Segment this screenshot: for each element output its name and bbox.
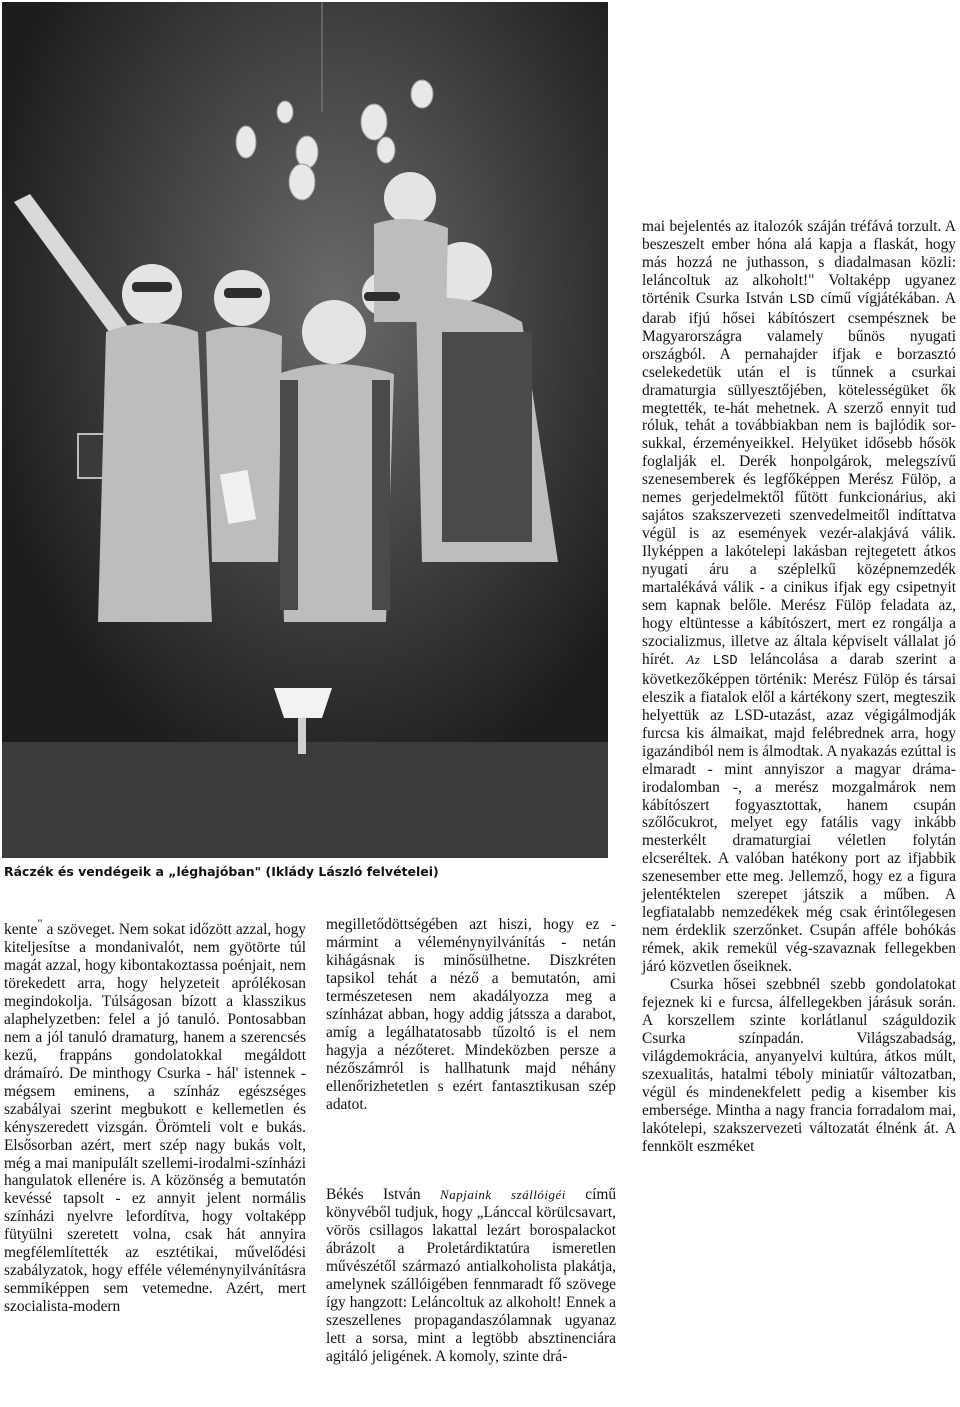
article-column-2 xyxy=(326,916,616,1113)
stage-photo-illustration xyxy=(2,2,608,858)
article-paragraph: Csurka hősei szebbnél szebb gondolatokat fejeznek ki e furcsa, álfellegekben járásuk során. A korszellem szinte korlátlanul száguldozik Csurka színpadán. Világszabadság, világdemokrácia, anyanyelvi kultúra, átkos múlt, szexualitás, hatalmi téboly miniatűr változatban, végül és mindenekfelett pedig a kisember kis embersége. Mintha a nagy francia forradalom mai, lakótelepi, szakszervezeti változatát élnénk át. A fennkölt eszméket xyxy=(642,976,956,1155)
play-title: LSD xyxy=(712,652,738,669)
text-run: Az xyxy=(686,651,701,667)
text-run: Békés István xyxy=(326,1186,441,1203)
text-run: mai bejelentés az italozók száján tréfává torzult. A beszeszelt ember hóna alá kapja a flaskát, hogy más hozzá ne juthasson, s diadalmasan közli: leláncoltuk az alkoholt!" Voltaképp ugyanez történik Csurka István xyxy=(642,218,956,307)
text-run: a szöveget. Nem sokat időzött azzal, hogy kiteljesítse a mondanivalót, nem gyötörte túl magát azzal, hogy kibontakoztassa poénjait, nem törekedett arra, hogy helyzeteit aprólékosan megindokolja. Túlságosan bízott a klasszikus alaphelyzetben: felel a jó tanuló. Pontosabban nem a jól tanuló dramaturg, hanem a szerencsés kezű, frappáns gondolatokkal megáldott drámaíró. De minthogy Csurka - hál' istennek - mégsem eminens, a színház egészséges szabályai szerint megbukott e kellemetlen és kényszeredett vizsgán. Örömteli volt e bukás. Elsősorban azért, mert szép nagy bukás volt, még a mai manipulált szellemi-irodalmi-színházi hangulatok ellenére is. A közönség a bemutatón kevéssé tapsolt - ez annyit jelent normális színházi nyelvre lefordítva, hogy voltaképp fütyülni szeretett volna, csak hát annyira megfélemlítették az esztétikai, művelődési szabályzatok, hogy efféle véleménynyilvánításra semmiképpen sem vetemedne. Azért, mert szocialista-modern xyxy=(4,921,306,1316)
article-column-2-lower xyxy=(326,1186,616,1366)
text-run: kente xyxy=(4,921,38,939)
book-title: Napjaink szállóigéi xyxy=(440,1187,566,1202)
text-run: leláncolása a darab szerint a következőképpen történik: Merész Fülöp és társai eleszik a fiatalok elől a kártékony szert, megteszik helyettük az LSD-utazást, azaz végigálmodják furcsa kis álmaikat, majd felébrednek arra, hogy igazándiból nem is álmodtak. A nyakazás ezúttal is elmaradt - mint annyiszor a magyar dráma-irodalomban -, a merész mozgalmárok nem kábítószert fogyasztottak, hanem csupán szőlőcukrot, melyet egy fatális vagy inkább mesterkélt dramaturgiai véletlen folytán elcseréltek. A valóban hatékony port az ifjabbik szenesember ette meg. Jellemző, hogy ez a figura jelentéktelen szerepet játszik a műben. A legfiatalabb nemzedékek még csak érintőlegesen nem érdeklik szerzőnket. Csupán afféle bohókás rémek, akik remekül vég-szavaznak fellegekben járó közvetlen őseiknek. xyxy=(642,650,956,976)
stage-photo xyxy=(2,2,608,858)
article-paragraph: megilletődöttségében azt hiszi, hogy ez - mármint a véleménynyilvánítás - netán kihágásnak is minősülhetne. Diszkréten tapsikol tehát a néző a bemutatón, ami természetesen nem akadályozza meg a színházat abban, hogy addig játssza a darabot, amíg a legálhatatosabb tűzoltó is el nem hagyja a nézőteret. Mindeközben persze a nézőszámról is hallhatunk majd néhány ellenőrizhetetlen s ezért fantasztikusan szép adatot. xyxy=(326,916,616,1113)
photo-caption: Ráczék és vendégeik a „léghajóban" (Iklády László felvételei) xyxy=(4,864,439,879)
text-run: című vígjátékában. A darab ifjú hősei kábítószert csempésznek be Magyarországra valamely bűnös nyugati országból. A pernahajder ifjak e borzasztó cselekedetük után el is tűnnek a csurkai dramaturgia süllyesztőjében, kötelességüket ők megtették, te-hát mehetnek. A szerző ennyit tud róluk, tehát a továbbiakban nem is bajlódik sor-sukkal, érzeményeikkel. Helyüket idősebb hősök foglalják el. Derék honpolgárok, melegszívű szenesemberek és legfőképpen Merész Fülöp, a nemes gerjedelmektől fűtött funkcionárius, aki sajátos szakszervezeti szenvedelmeitől indíttatva végül is az események vezér-alakjává válik. Ilyképpen a lakótelepi lakásban rejtegetett átkos nyugati áru a széplelkű középnemzedék martalékává válik - a cinikus ifjak egy csipetnyit sem kapnak belőle. Merész Fülöp feladata az, hogy eltüntesse a kábítószert, mert ez rongálja a szocializmus, illetve az általa képviselt vállalat jó hírét. xyxy=(642,289,956,668)
article-column-3 xyxy=(642,218,956,1156)
text-run: " xyxy=(37,917,43,931)
article-paragraph xyxy=(642,218,956,976)
text-run: című könyvéből tudjuk, hogy „Lánccal körülcsavart, vörös csillagos lakattal lezárt borospalackot ábrázolt a Proletárdiktatúra ismeretlen művészétől származó antialkoholista plakátja, amelynek szállóigében fennmaradt fő szövege így hangzott: Leláncoltuk az alkoholt! Ennek a szeszellenes propagandaszólamnak ugyanaz lett a sorsa, mint a legtöbb absztinenciára agitáló jeligének. A komoly, szinte drá- xyxy=(326,1186,617,1365)
article-paragraph xyxy=(4,916,306,1316)
play-title: LSD xyxy=(789,291,815,308)
article-column-1 xyxy=(4,916,306,1316)
article-paragraph xyxy=(326,1186,616,1366)
